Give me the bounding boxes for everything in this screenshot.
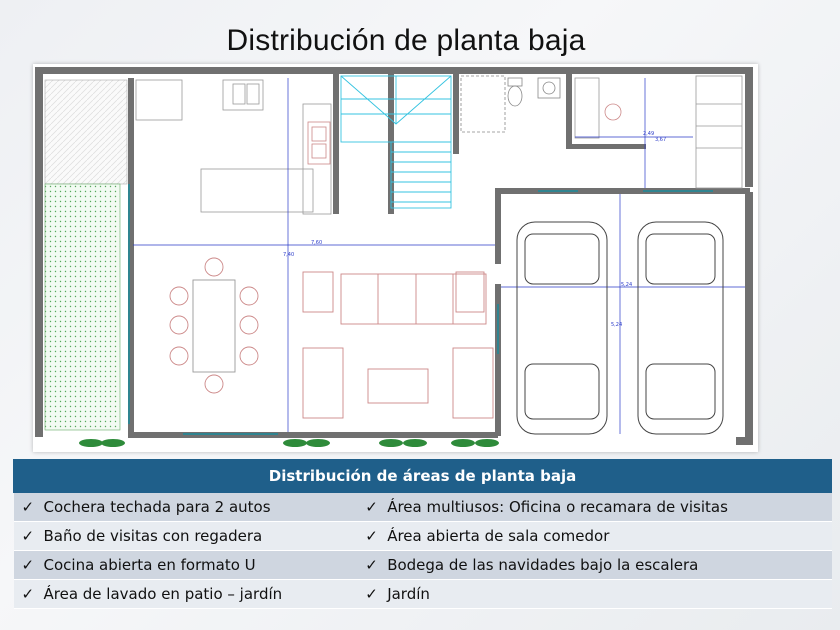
kitchen (136, 80, 331, 214)
area-label: Bodega de las navidades bajo la escalera (387, 556, 699, 574)
area-label: Cochera techada para 2 autos (43, 498, 271, 516)
table-cell (357, 551, 831, 580)
stairs (341, 76, 451, 208)
dimension-label: 5,24 (611, 322, 623, 328)
area-label: Baño de visitas con regadera (43, 527, 263, 545)
living-room (303, 272, 493, 418)
floor-plan (33, 64, 758, 452)
windows (129, 184, 713, 434)
table-row (14, 580, 832, 609)
office (575, 76, 742, 188)
table-cell (14, 551, 358, 580)
check-mark-icon: ✓ (365, 498, 378, 516)
check-mark-icon: ✓ (21, 527, 35, 545)
dimension-label: 7,60 (311, 240, 323, 246)
dimension-label: 2,49 (643, 131, 655, 137)
table-row (14, 493, 832, 522)
table-cell (357, 493, 831, 522)
table-header: Distribución de áreas de planta baja (14, 460, 832, 493)
table-row (14, 522, 832, 551)
dimension-label: 7,40 (283, 252, 295, 258)
table-cell (14, 522, 358, 551)
table-cell (357, 522, 831, 551)
dimension-label: 3,67 (655, 137, 667, 143)
area-label: Área de lavado en patio – jardín (43, 585, 283, 603)
dining-table (170, 258, 258, 393)
area-label: Cocina abierta en formato U (43, 556, 256, 574)
area-label: Área abierta de sala comedor (387, 527, 610, 545)
check-mark-icon: ✓ (21, 556, 35, 574)
table-row (14, 551, 832, 580)
floor-plan-drawing (33, 64, 758, 452)
check-mark-icon: ✓ (365, 556, 378, 574)
check-mark-icon: ✓ (365, 585, 378, 603)
table-cell (14, 580, 358, 609)
check-mark-icon: ✓ (21, 498, 35, 516)
table-cell (357, 580, 831, 609)
bathroom (461, 76, 560, 132)
areas-table (13, 459, 832, 609)
area-label: Área multiusos: Oficina o recamara de visitas (387, 498, 728, 516)
area-label: Jardín (387, 585, 430, 603)
table-cell (14, 493, 358, 522)
check-mark-icon: ✓ (365, 527, 378, 545)
page-title: Distribución de planta baja (226, 24, 586, 57)
shrubs (79, 439, 499, 447)
garden-area (45, 184, 120, 430)
check-mark-icon: ✓ (21, 585, 35, 603)
dimension-label: 5,24 (621, 282, 633, 288)
